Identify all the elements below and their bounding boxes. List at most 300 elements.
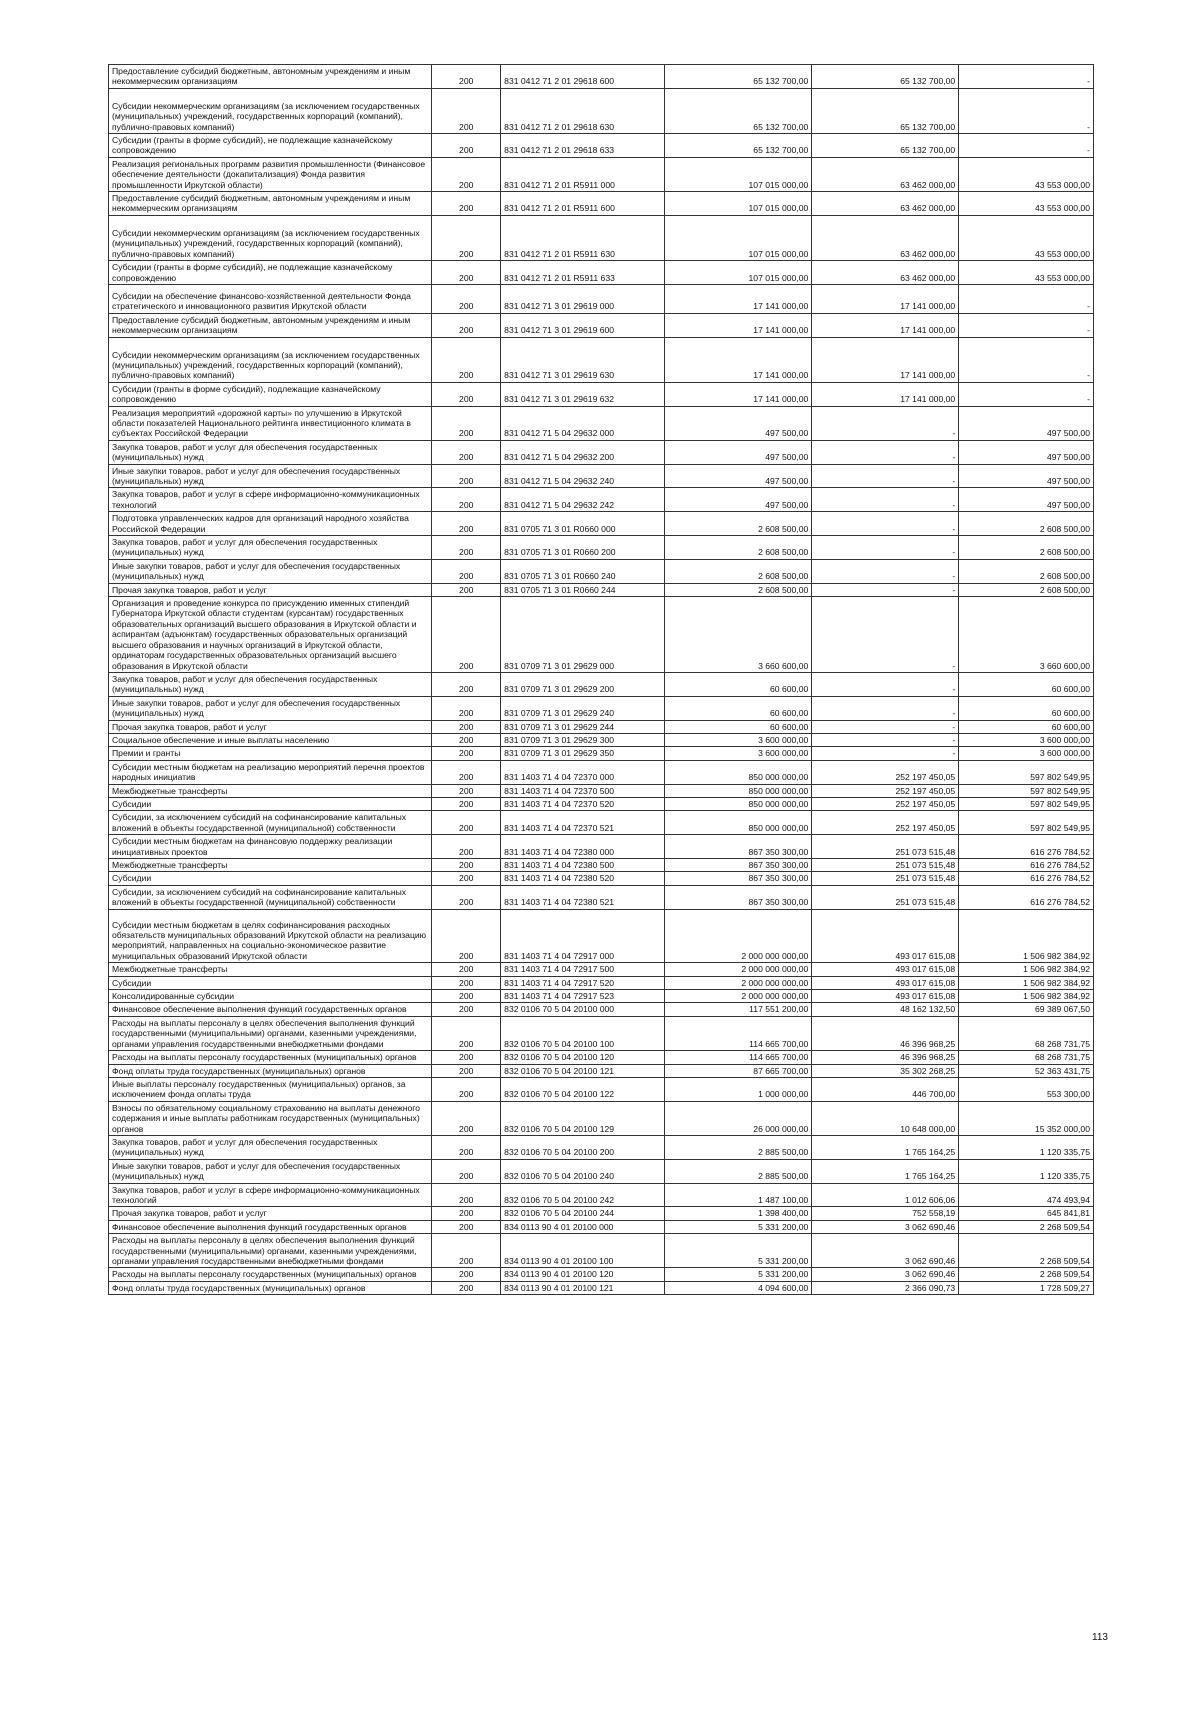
row-name: Фонд оплаты труда государственных (муниципальных) органов [109, 1064, 432, 1077]
row-approved: 4 094 600,00 [665, 1281, 812, 1294]
table-row [109, 1064, 1094, 1077]
row-approved: 2 000 000 000,00 [665, 990, 812, 1003]
table-row [109, 382, 1094, 406]
row-executed: - [812, 488, 959, 512]
row-executed: 63 462 000,00 [812, 157, 959, 191]
row-kbk: 831 0412 71 5 04 29632 200 [501, 440, 665, 464]
row-code: 200 [432, 488, 501, 512]
row-unexecuted: 1 120 335,75 [959, 1135, 1094, 1159]
table-row [109, 1051, 1094, 1064]
row-code: 200 [432, 1207, 501, 1220]
row-executed: 65 132 700,00 [812, 134, 959, 158]
row-name: Субсидии на обеспечение финансово-хозяйственной деятельности Фонда стратегического и инновационного развития Иркутской области [109, 284, 432, 313]
row-name: Иные закупки товаров, работ и услуг для обеспечения государственных (муниципальных) нужд [109, 696, 432, 720]
table-row [109, 1016, 1094, 1050]
row-name: Расходы на выплаты персоналу государственных (муниципальных) органов [109, 1268, 432, 1281]
row-name: Субсидии [109, 872, 432, 885]
row-kbk: 832 0106 70 5 04 20100 120 [501, 1051, 665, 1064]
row-approved: 60 600,00 [665, 696, 812, 720]
row-unexecuted: 497 500,00 [959, 406, 1094, 440]
row-approved: 60 600,00 [665, 720, 812, 733]
row-kbk: 832 0106 70 5 04 20100 121 [501, 1064, 665, 1077]
table-row [109, 1207, 1094, 1220]
table-row [109, 512, 1094, 536]
row-code: 200 [432, 696, 501, 720]
row-kbk: 834 0113 90 4 01 20100 000 [501, 1220, 665, 1233]
row-approved: 107 015 000,00 [665, 192, 812, 216]
row-unexecuted: - [959, 134, 1094, 158]
row-approved: 114 665 700,00 [665, 1016, 812, 1050]
row-kbk: 831 0412 71 2 01 29618 630 [501, 88, 665, 133]
row-code: 200 [432, 337, 501, 382]
table-row [109, 872, 1094, 885]
row-approved: 850 000 000,00 [665, 811, 812, 835]
row-approved: 17 141 000,00 [665, 337, 812, 382]
row-unexecuted: 43 553 000,00 [959, 261, 1094, 285]
row-name: Субсидии (гранты в форме субсидий), подлежащие казначейскому сопровождению [109, 382, 432, 406]
row-unexecuted: 2 268 509,54 [959, 1234, 1094, 1268]
row-code: 200 [432, 261, 501, 285]
row-name: Субсидии (гранты в форме субсидий), не подлежащие казначейскому сопровождению [109, 261, 432, 285]
table-row [109, 760, 1094, 784]
row-kbk: 831 1403 71 4 04 72380 000 [501, 835, 665, 859]
row-unexecuted: 52 363 431,75 [959, 1064, 1094, 1077]
row-unexecuted: 1 120 335,75 [959, 1159, 1094, 1183]
row-unexecuted: - [959, 284, 1094, 313]
row-code: 200 [432, 1064, 501, 1077]
row-approved: 107 015 000,00 [665, 261, 812, 285]
table-row [109, 583, 1094, 596]
row-code: 200 [432, 192, 501, 216]
table-row [109, 157, 1094, 191]
row-name: Финансовое обеспечение выполнения функций государственных органов [109, 1220, 432, 1233]
row-executed: 63 462 000,00 [812, 215, 959, 260]
table-row [109, 597, 1094, 673]
table-row [109, 672, 1094, 696]
row-name: Субсидии, за исключением субсидий на софинансирование капитальных вложений в объекты государственной (муниципальной) собственности [109, 885, 432, 909]
row-kbk: 834 0113 90 4 01 20100 100 [501, 1234, 665, 1268]
row-executed: 65 132 700,00 [812, 65, 959, 89]
row-approved: 5 331 200,00 [665, 1268, 812, 1281]
row-code: 200 [432, 1016, 501, 1050]
row-executed: 46 396 968,25 [812, 1016, 959, 1050]
row-approved: 2 608 500,00 [665, 536, 812, 560]
row-executed: - [812, 559, 959, 583]
row-unexecuted: 15 352 000,00 [959, 1101, 1094, 1135]
row-kbk: 831 1403 71 4 04 72917 000 [501, 909, 665, 963]
row-code: 200 [432, 1051, 501, 1064]
row-code: 200 [432, 512, 501, 536]
row-name: Закупка товаров, работ и услуг для обеспечения государственных (муниципальных) нужд [109, 536, 432, 560]
row-name: Субсидии некоммерческим организациям (за исключением государственных (муниципальных) учреждений, государственных корпораций (компаний), публично-правовых компаний) [109, 337, 432, 382]
row-executed: - [812, 440, 959, 464]
budget-execution-table [108, 64, 1094, 1295]
row-code: 200 [432, 797, 501, 810]
row-approved: 850 000 000,00 [665, 760, 812, 784]
row-kbk: 832 0106 70 5 04 20100 242 [501, 1183, 665, 1207]
row-name: Закупка товаров, работ и услуг для обеспечения государственных (муниципальных) нужд [109, 1135, 432, 1159]
table-row [109, 1281, 1094, 1294]
row-code: 200 [432, 597, 501, 673]
row-code: 200 [432, 215, 501, 260]
row-approved: 17 141 000,00 [665, 284, 812, 313]
row-kbk: 832 0106 70 5 04 20100 129 [501, 1101, 665, 1135]
table-row [109, 733, 1094, 746]
row-approved: 2 885 500,00 [665, 1135, 812, 1159]
row-executed: 493 017 615,08 [812, 990, 959, 1003]
row-kbk: 831 1403 71 4 04 72380 500 [501, 859, 665, 872]
row-executed: 493 017 615,08 [812, 976, 959, 989]
table-row [109, 313, 1094, 337]
table-row [109, 215, 1094, 260]
row-unexecuted: 68 268 731,75 [959, 1051, 1094, 1064]
row-kbk: 831 0709 71 3 01 29629 240 [501, 696, 665, 720]
row-unexecuted: 2 608 500,00 [959, 536, 1094, 560]
row-unexecuted: 597 802 549,95 [959, 784, 1094, 797]
table-row [109, 488, 1094, 512]
row-name: Прочая закупка товаров, работ и услуг [109, 720, 432, 733]
row-approved: 2 608 500,00 [665, 583, 812, 596]
row-name: Субсидии местным бюджетам на финансовую поддержку реализации инициативных проектов [109, 835, 432, 859]
table-row [109, 696, 1094, 720]
row-unexecuted: 2 268 509,54 [959, 1268, 1094, 1281]
row-approved: 87 665 700,00 [665, 1064, 812, 1077]
row-code: 200 [432, 1268, 501, 1281]
row-kbk: 832 0106 70 5 04 20100 244 [501, 1207, 665, 1220]
row-unexecuted: 497 500,00 [959, 440, 1094, 464]
row-name: Субсидии, за исключением субсидий на софинансирование капитальных вложений в объекты государственной (муниципальной) собственности [109, 811, 432, 835]
row-code: 200 [432, 909, 501, 963]
table-row [109, 536, 1094, 560]
row-code: 200 [432, 1234, 501, 1268]
row-name: Расходы на выплаты персоналу в целях обеспечения выполнения функций государственными (муниципальными) органами, казенными учреждениями, органами управления государственными внебюджетными фондами [109, 1234, 432, 1268]
row-code: 200 [432, 976, 501, 989]
row-name: Премии и гранты [109, 747, 432, 760]
row-code: 200 [432, 963, 501, 976]
table-row [109, 261, 1094, 285]
row-name: Организация и проведение конкурса по присуждению именных стипендий Губернатора Иркутской области студентам (курсантам) государственных образовательных организаций высшего образования в Иркутской области и аспирантам (адъюнктам) государственных образовательных организаций высшего образования и научных организаций в Иркутской области, ординаторам государственных образовательных организаций высшего образования в Иркутской области [109, 597, 432, 673]
row-executed: 1 765 164,25 [812, 1135, 959, 1159]
row-name: Иные выплаты персоналу государственных (муниципальных) органов, за исключением фонда оплаты труда [109, 1077, 432, 1101]
row-unexecuted: 597 802 549,95 [959, 760, 1094, 784]
row-kbk: 831 0412 71 2 01 29618 633 [501, 134, 665, 158]
row-unexecuted: - [959, 313, 1094, 337]
row-approved: 2 885 500,00 [665, 1159, 812, 1183]
row-name: Межбюджетные трансферты [109, 784, 432, 797]
row-unexecuted: 69 389 067,50 [959, 1003, 1094, 1016]
row-unexecuted: 3 600 000,00 [959, 733, 1094, 746]
row-name: Предоставление субсидий бюджетным, автономным учреждениям и иным некоммерческим организациям [109, 65, 432, 89]
table-row [109, 1159, 1094, 1183]
row-approved: 65 132 700,00 [665, 88, 812, 133]
table-row [109, 835, 1094, 859]
table-row [109, 1220, 1094, 1233]
row-name: Социальное обеспечение и иные выплаты населению [109, 733, 432, 746]
row-executed: 251 073 515,48 [812, 835, 959, 859]
row-approved: 1 000 000,00 [665, 1077, 812, 1101]
row-kbk: 831 0709 71 3 01 29629 244 [501, 720, 665, 733]
row-unexecuted: - [959, 337, 1094, 382]
row-unexecuted: 597 802 549,95 [959, 811, 1094, 835]
row-code: 200 [432, 536, 501, 560]
row-approved: 850 000 000,00 [665, 797, 812, 810]
table-row [109, 337, 1094, 382]
row-executed: 1 765 164,25 [812, 1159, 959, 1183]
row-name: Расходы на выплаты персоналу в целях обеспечения выполнения функций государственными (муниципальными) органами, казенными учреждениями, органами управления государственными внебюджетными фондами [109, 1016, 432, 1050]
row-approved: 497 500,00 [665, 440, 812, 464]
row-kbk: 834 0113 90 4 01 20100 121 [501, 1281, 665, 1294]
row-code: 200 [432, 733, 501, 746]
row-unexecuted: 43 553 000,00 [959, 192, 1094, 216]
row-executed: - [812, 747, 959, 760]
row-approved: 1 398 400,00 [665, 1207, 812, 1220]
row-unexecuted: 616 276 784,52 [959, 835, 1094, 859]
row-kbk: 831 1403 71 4 04 72370 520 [501, 797, 665, 810]
row-unexecuted: 1 728 509,27 [959, 1281, 1094, 1294]
row-name: Иные закупки товаров, работ и услуг для обеспечения государственных (муниципальных) нужд [109, 559, 432, 583]
row-name: Финансовое обеспечение выполнения функций государственных органов [109, 1003, 432, 1016]
row-unexecuted: 597 802 549,95 [959, 797, 1094, 810]
row-name: Взносы по обязательному социальному страхованию на выплаты денежного содержания и иные выплаты работникам государственных (муниципальных) органов [109, 1101, 432, 1135]
row-executed: 1 012 606,06 [812, 1183, 959, 1207]
table-row [109, 559, 1094, 583]
row-unexecuted: 1 506 982 384,92 [959, 909, 1094, 963]
table-body [109, 65, 1094, 1295]
row-name: Субсидии местным бюджетам в целях софинансирования расходных обязательств муниципальных образований Иркутской области на реализацию мероприятий, направленных на социально-экономическое развитие муниципальных образований Иркутской области [109, 909, 432, 963]
row-name: Прочая закупка товаров, работ и услуг [109, 1207, 432, 1220]
row-unexecuted: 497 500,00 [959, 464, 1094, 488]
row-executed: - [812, 583, 959, 596]
row-name: Консолидированные субсидии [109, 990, 432, 1003]
table-row [109, 1135, 1094, 1159]
row-executed: 252 197 450,05 [812, 811, 959, 835]
row-name: Прочая закупка товаров, работ и услуг [109, 583, 432, 596]
row-unexecuted: 68 268 731,75 [959, 1016, 1094, 1050]
row-executed: 493 017 615,08 [812, 963, 959, 976]
row-executed: 252 197 450,05 [812, 760, 959, 784]
row-executed: - [812, 720, 959, 733]
row-executed: 3 062 690,46 [812, 1234, 959, 1268]
row-executed: - [812, 672, 959, 696]
row-unexecuted: - [959, 382, 1094, 406]
row-code: 200 [432, 885, 501, 909]
table-row [109, 192, 1094, 216]
row-approved: 497 500,00 [665, 406, 812, 440]
row-unexecuted: 474 493,94 [959, 1183, 1094, 1207]
row-executed: - [812, 536, 959, 560]
row-executed: 63 462 000,00 [812, 261, 959, 285]
row-executed: 10 648 000,00 [812, 1101, 959, 1135]
row-executed: 252 197 450,05 [812, 784, 959, 797]
row-executed: - [812, 597, 959, 673]
row-approved: 3 600 000,00 [665, 733, 812, 746]
table-row [109, 1077, 1094, 1101]
row-unexecuted: 43 553 000,00 [959, 215, 1094, 260]
row-name: Предоставление субсидий бюджетным, автономным учреждениям и иным некоммерческим организациям [109, 313, 432, 337]
row-kbk: 831 0705 71 3 01 R0660 244 [501, 583, 665, 596]
row-approved: 867 350 300,00 [665, 835, 812, 859]
row-approved: 114 665 700,00 [665, 1051, 812, 1064]
row-kbk: 831 0412 71 5 04 29632 000 [501, 406, 665, 440]
row-kbk: 831 0412 71 3 01 29619 000 [501, 284, 665, 313]
row-approved: 65 132 700,00 [665, 65, 812, 89]
table-row [109, 65, 1094, 89]
row-name: Подготовка управленческих кадров для организаций народного хозяйства Российской Федерации [109, 512, 432, 536]
row-unexecuted: 2 608 500,00 [959, 559, 1094, 583]
row-executed: - [812, 512, 959, 536]
row-kbk: 831 0705 71 3 01 R0660 000 [501, 512, 665, 536]
row-approved: 17 141 000,00 [665, 313, 812, 337]
row-code: 200 [432, 1077, 501, 1101]
row-name: Предоставление субсидий бюджетным, автономным учреждениям и иным некоммерческим организациям [109, 192, 432, 216]
row-executed: 17 141 000,00 [812, 382, 959, 406]
row-executed: 752 558,19 [812, 1207, 959, 1220]
row-kbk: 832 0106 70 5 04 20100 000 [501, 1003, 665, 1016]
row-code: 200 [432, 157, 501, 191]
row-unexecuted: 60 600,00 [959, 720, 1094, 733]
table-row [109, 797, 1094, 810]
row-name: Реализация мероприятий «дорожной карты» по улучшению в Иркутской области показателей Национального рейтинга инвестиционного климата в субъектах Российской Федерации [109, 406, 432, 440]
row-kbk: 831 1403 71 4 04 72917 520 [501, 976, 665, 989]
row-code: 200 [432, 760, 501, 784]
row-name: Межбюджетные трансферты [109, 859, 432, 872]
row-name: Субсидии [109, 797, 432, 810]
row-kbk: 834 0113 90 4 01 20100 120 [501, 1268, 665, 1281]
table-row [109, 1101, 1094, 1135]
row-unexecuted: - [959, 65, 1094, 89]
table-row [109, 885, 1094, 909]
row-executed: - [812, 406, 959, 440]
row-unexecuted: 2 268 509,54 [959, 1220, 1094, 1233]
row-name: Субсидии [109, 976, 432, 989]
row-code: 200 [432, 382, 501, 406]
row-code: 200 [432, 872, 501, 885]
row-kbk: 831 0412 71 2 01 R5911 000 [501, 157, 665, 191]
row-name: Межбюджетные трансферты [109, 963, 432, 976]
row-unexecuted: 43 553 000,00 [959, 157, 1094, 191]
row-kbk: 831 0412 71 3 01 29619 630 [501, 337, 665, 382]
row-executed: 65 132 700,00 [812, 88, 959, 133]
row-code: 200 [432, 284, 501, 313]
row-executed: 493 017 615,08 [812, 909, 959, 963]
row-unexecuted: 1 506 982 384,92 [959, 963, 1094, 976]
row-code: 200 [432, 1101, 501, 1135]
row-kbk: 831 0709 71 3 01 29629 200 [501, 672, 665, 696]
row-kbk: 831 1403 71 4 04 72380 520 [501, 872, 665, 885]
row-kbk: 831 0412 71 3 01 29619 632 [501, 382, 665, 406]
table-row [109, 747, 1094, 760]
table-row [109, 88, 1094, 133]
row-name: Субсидии (гранты в форме субсидий), не подлежащие казначейскому сопровождению [109, 134, 432, 158]
row-name: Закупка товаров, работ и услуг в сфере информационно-коммуникационных технологий [109, 1183, 432, 1207]
row-approved: 117 551 200,00 [665, 1003, 812, 1016]
table-row [109, 859, 1094, 872]
row-name: Закупка товаров, работ и услуг в сфере информационно-коммуникационных технологий [109, 488, 432, 512]
row-kbk: 831 0705 71 3 01 R0660 240 [501, 559, 665, 583]
row-code: 200 [432, 464, 501, 488]
table-row [109, 1183, 1094, 1207]
row-code: 200 [432, 784, 501, 797]
row-approved: 107 015 000,00 [665, 215, 812, 260]
row-executed: 17 141 000,00 [812, 313, 959, 337]
row-code: 200 [432, 1183, 501, 1207]
table-row [109, 909, 1094, 963]
row-approved: 5 331 200,00 [665, 1220, 812, 1233]
row-unexecuted: 616 276 784,52 [959, 872, 1094, 885]
row-kbk: 831 0412 71 2 01 R5911 630 [501, 215, 665, 260]
table-row [109, 990, 1094, 1003]
row-code: 200 [432, 406, 501, 440]
table-row [109, 440, 1094, 464]
row-executed: 2 366 090,73 [812, 1281, 959, 1294]
table-row [109, 784, 1094, 797]
row-kbk: 831 0412 71 2 01 29618 600 [501, 65, 665, 89]
table-row [109, 1234, 1094, 1268]
row-code: 200 [432, 88, 501, 133]
row-code: 200 [432, 1003, 501, 1016]
row-name: Иные закупки товаров, работ и услуг для обеспечения государственных (муниципальных) нужд [109, 1159, 432, 1183]
row-code: 200 [432, 1220, 501, 1233]
table-row [109, 284, 1094, 313]
row-kbk: 831 1403 71 4 04 72370 521 [501, 811, 665, 835]
row-name: Субсидии некоммерческим организациям (за исключением государственных (муниципальных) учреждений, государственных корпораций (компаний), публично-правовых компаний) [109, 88, 432, 133]
row-unexecuted: 645 841,81 [959, 1207, 1094, 1220]
page-number: 113 [1092, 1632, 1108, 1643]
row-name: Субсидии некоммерческим организациям (за исключением государственных (муниципальных) учреждений, государственных корпораций (компаний), публично-правовых компаний) [109, 215, 432, 260]
row-executed: 3 062 690,46 [812, 1268, 959, 1281]
row-unexecuted: 616 276 784,52 [959, 859, 1094, 872]
row-kbk: 831 1403 71 4 04 72370 000 [501, 760, 665, 784]
table-row [109, 976, 1094, 989]
row-name: Иные закупки товаров, работ и услуг для обеспечения государственных (муниципальных) нужд [109, 464, 432, 488]
row-executed: - [812, 464, 959, 488]
row-approved: 850 000 000,00 [665, 784, 812, 797]
row-approved: 867 350 300,00 [665, 859, 812, 872]
table-row [109, 811, 1094, 835]
row-executed: - [812, 696, 959, 720]
row-name: Субсидии местным бюджетам на реализацию мероприятий перечня проектов народных инициатив [109, 760, 432, 784]
row-unexecuted: 3 660 600,00 [959, 597, 1094, 673]
row-kbk: 831 0412 71 5 04 29632 240 [501, 464, 665, 488]
row-approved: 26 000 000,00 [665, 1101, 812, 1135]
row-code: 200 [432, 440, 501, 464]
row-code: 200 [432, 134, 501, 158]
row-code: 200 [432, 583, 501, 596]
row-executed: - [812, 733, 959, 746]
row-executed: 446 700,00 [812, 1077, 959, 1101]
row-approved: 2 608 500,00 [665, 559, 812, 583]
row-kbk: 831 0709 71 3 01 29629 000 [501, 597, 665, 673]
row-code: 200 [432, 1159, 501, 1183]
row-kbk: 832 0106 70 5 04 20100 100 [501, 1016, 665, 1050]
table-row [109, 963, 1094, 976]
row-kbk: 831 1403 71 4 04 72380 521 [501, 885, 665, 909]
row-approved: 2 000 000 000,00 [665, 976, 812, 989]
row-kbk: 831 0412 71 2 01 R5911 633 [501, 261, 665, 285]
row-code: 200 [432, 835, 501, 859]
row-unexecuted: 2 608 500,00 [959, 512, 1094, 536]
row-approved: 3 660 600,00 [665, 597, 812, 673]
row-unexecuted: 616 276 784,52 [959, 885, 1094, 909]
row-code: 200 [432, 720, 501, 733]
row-kbk: 832 0106 70 5 04 20100 122 [501, 1077, 665, 1101]
row-approved: 2 608 500,00 [665, 512, 812, 536]
row-code: 200 [432, 1135, 501, 1159]
row-unexecuted: 553 300,00 [959, 1077, 1094, 1101]
row-executed: 35 302 268,25 [812, 1064, 959, 1077]
row-approved: 1 487 100,00 [665, 1183, 812, 1207]
row-kbk: 831 1403 71 4 04 72917 500 [501, 963, 665, 976]
